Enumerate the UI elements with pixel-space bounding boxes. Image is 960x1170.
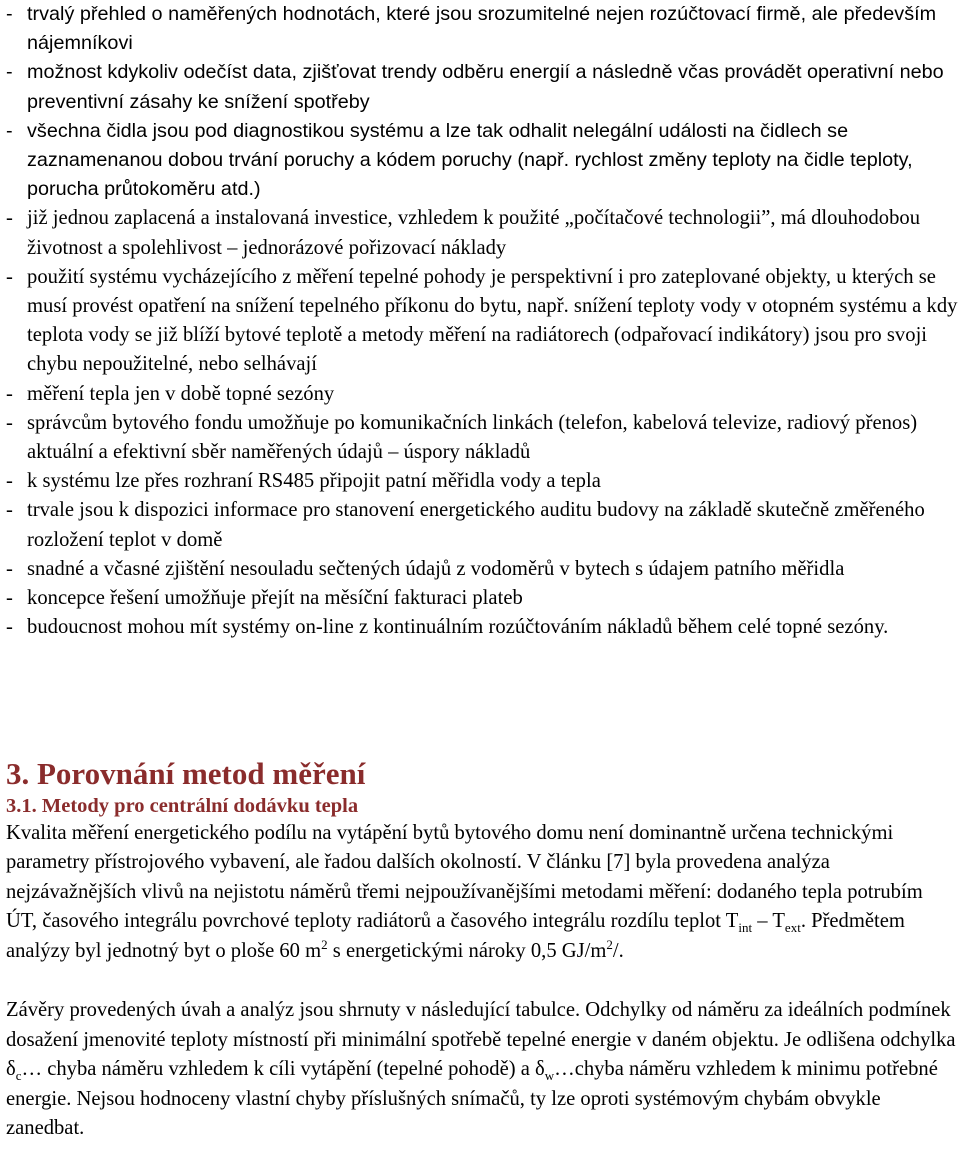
paragraph-text: …chyba náměru vzhledem k minimu potřebné energie. Nejsou hodnoceny vlastní chyby příslušných snímačů, ty lze oproti systémovým chybám obvykle zanedbat. (6, 1058, 938, 1140)
list-item-text: již jednou zaplacená a instalovaná investice, vzhledem k použité „počítačové technologii”, má dlouhodobou životnost a spolehlivost – jednorázové pořizovací náklady (27, 207, 921, 259)
list-dash: - (6, 61, 13, 84)
list-dash: - (6, 557, 13, 580)
paragraph-text: … chyba náměru vzhledem k cíli vytápění (tepelné pohodě) a δ (21, 1058, 545, 1081)
list-dash: - (6, 499, 13, 522)
paragraph-text: Kvalita měření energetického podílu na vytápění bytů bytového domu není dominantně určena technickými parametry přístrojového vybavení, ale řadou dalších okolností. V článku [7] byla provedena analýza nejzávažnějších vlivů na nejistotu náměrů třemi nejpoužívanějšími metodami měření: dodaného tepla potrubím ÚT, časového integrálu povrchové teploty radiátorů a časového integrálu rozdílu teplot T (6, 822, 923, 933)
list-item-text: trvale jsou k dispozici informace pro stanovení energetického auditu budovy na základě skutečně změřeného rozložení teplot v domě (27, 499, 925, 551)
paragraph-text: – T (752, 910, 785, 933)
list-item-text: trvalý přehled o naměřených hodnotách, které jsou srozumitelné nejen rozúčtovací firmě, ale především nájemníkovi (27, 3, 937, 55)
list-item (6, 204, 960, 262)
list-dash: - (6, 470, 13, 493)
subsection-heading: 3.1. Metody pro centrální dodávku tepla (6, 795, 359, 817)
list-item-text: budoucnost mohou mít systémy on-line z kontinuálním rozúčtováním nákladů během celé topné sezóny. (27, 616, 889, 639)
list-item (6, 0, 960, 58)
list-item (6, 263, 960, 380)
list-item-text: všechna čidla jsou pod diagnostikou systému a lze tak odhalit nelegální události na čidlech se zaznamenanou dobou trvání poruchy a kódem poruchy (např. rychlost změny teploty na čidle teploty, porucha průtokoměru atd.) (27, 119, 913, 201)
list-item (6, 613, 960, 642)
list-item-text: možnost kdykoliv odečíst data, zjišťovat trendy odběru energií a následně včas provádět operativní nebo preventivní zásahy ke snížení spotřeby (27, 61, 944, 113)
subscript-ext: ext (784, 920, 801, 936)
list-item-text: k systému lze přes rozhraní RS485 připojit patní měřidla vody a tepla (27, 470, 601, 493)
superscript-squared: 2 (321, 936, 328, 952)
body-paragraph (6, 819, 956, 966)
list-item (6, 58, 960, 116)
list-item (6, 117, 960, 205)
list-dash: - (6, 3, 13, 25)
list-item-text: správcům bytového fondu umožňuje po komunikačních linkách (telefon, kabelová televize, radiový přenos) aktuální a efektivní sběr naměřených údajů – úspory nákladů (27, 411, 918, 464)
list-item-text: snadné a včasné zjištění nesouladu sečtených údajů z vodoměrů v bytech s údajem patního měřidla (27, 557, 845, 580)
list-item-text: koncepce řešení umožňuje přejít na měsíční fakturaci plateb (27, 587, 523, 610)
list-dash: - (6, 119, 13, 142)
list-dash: - (6, 265, 13, 288)
list-dash: - (6, 382, 13, 405)
section-heading: 3. Porovnání metod měření (6, 756, 366, 791)
subscript-c: c (15, 1068, 22, 1084)
paragraph-text: s energetickými nároky 0,5 GJ/m (327, 939, 607, 962)
paragraph-text: /. (612, 939, 624, 962)
list-dash: - (6, 207, 13, 230)
list-item (6, 496, 960, 554)
superscript-squared: 2 (606, 936, 613, 952)
list-item-text: měření tepla jen v době topné sezóny (27, 382, 335, 405)
subscript-w: w (544, 1068, 555, 1084)
list-item-text: použití systému vycházejícího z měření tepelné pohody je perspektivní i pro zateplované objekty, u kterých se musí provést opatření na snížení tepelného příkonu do bytu, např. snížení teploty vody v otopném systému a kdy teplota vody se již blíží bytové teplotě a metody měření na radiátorech (odpařovací indikátory) jsou pro svoji chybu nepoužitelné, nebo selhávají (27, 265, 958, 376)
body-paragraph (6, 996, 956, 1144)
list-dash: - (6, 587, 13, 610)
advantages-list (6, 0, 960, 642)
list-item (6, 584, 960, 613)
subscript-int: int (738, 920, 753, 936)
list-item (6, 380, 960, 409)
paragraph-text: Závěry provedených úvah a analýz jsou shrnuty v následující tabulce. Odchylky od náměru za ideálních podmínek dosažení jmenovité teploty místností při minimální spotřebě tepelné energie v daném objektu. Je odlišena odchylka δ (6, 999, 956, 1081)
list-item (6, 409, 960, 467)
list-item (6, 555, 960, 584)
list-item (6, 467, 960, 496)
paragraph-text: . Předmětem analýzy byl jednotný byt o ploše 60 m (6, 910, 905, 962)
list-dash: - (6, 411, 13, 434)
list-dash: - (6, 616, 13, 639)
